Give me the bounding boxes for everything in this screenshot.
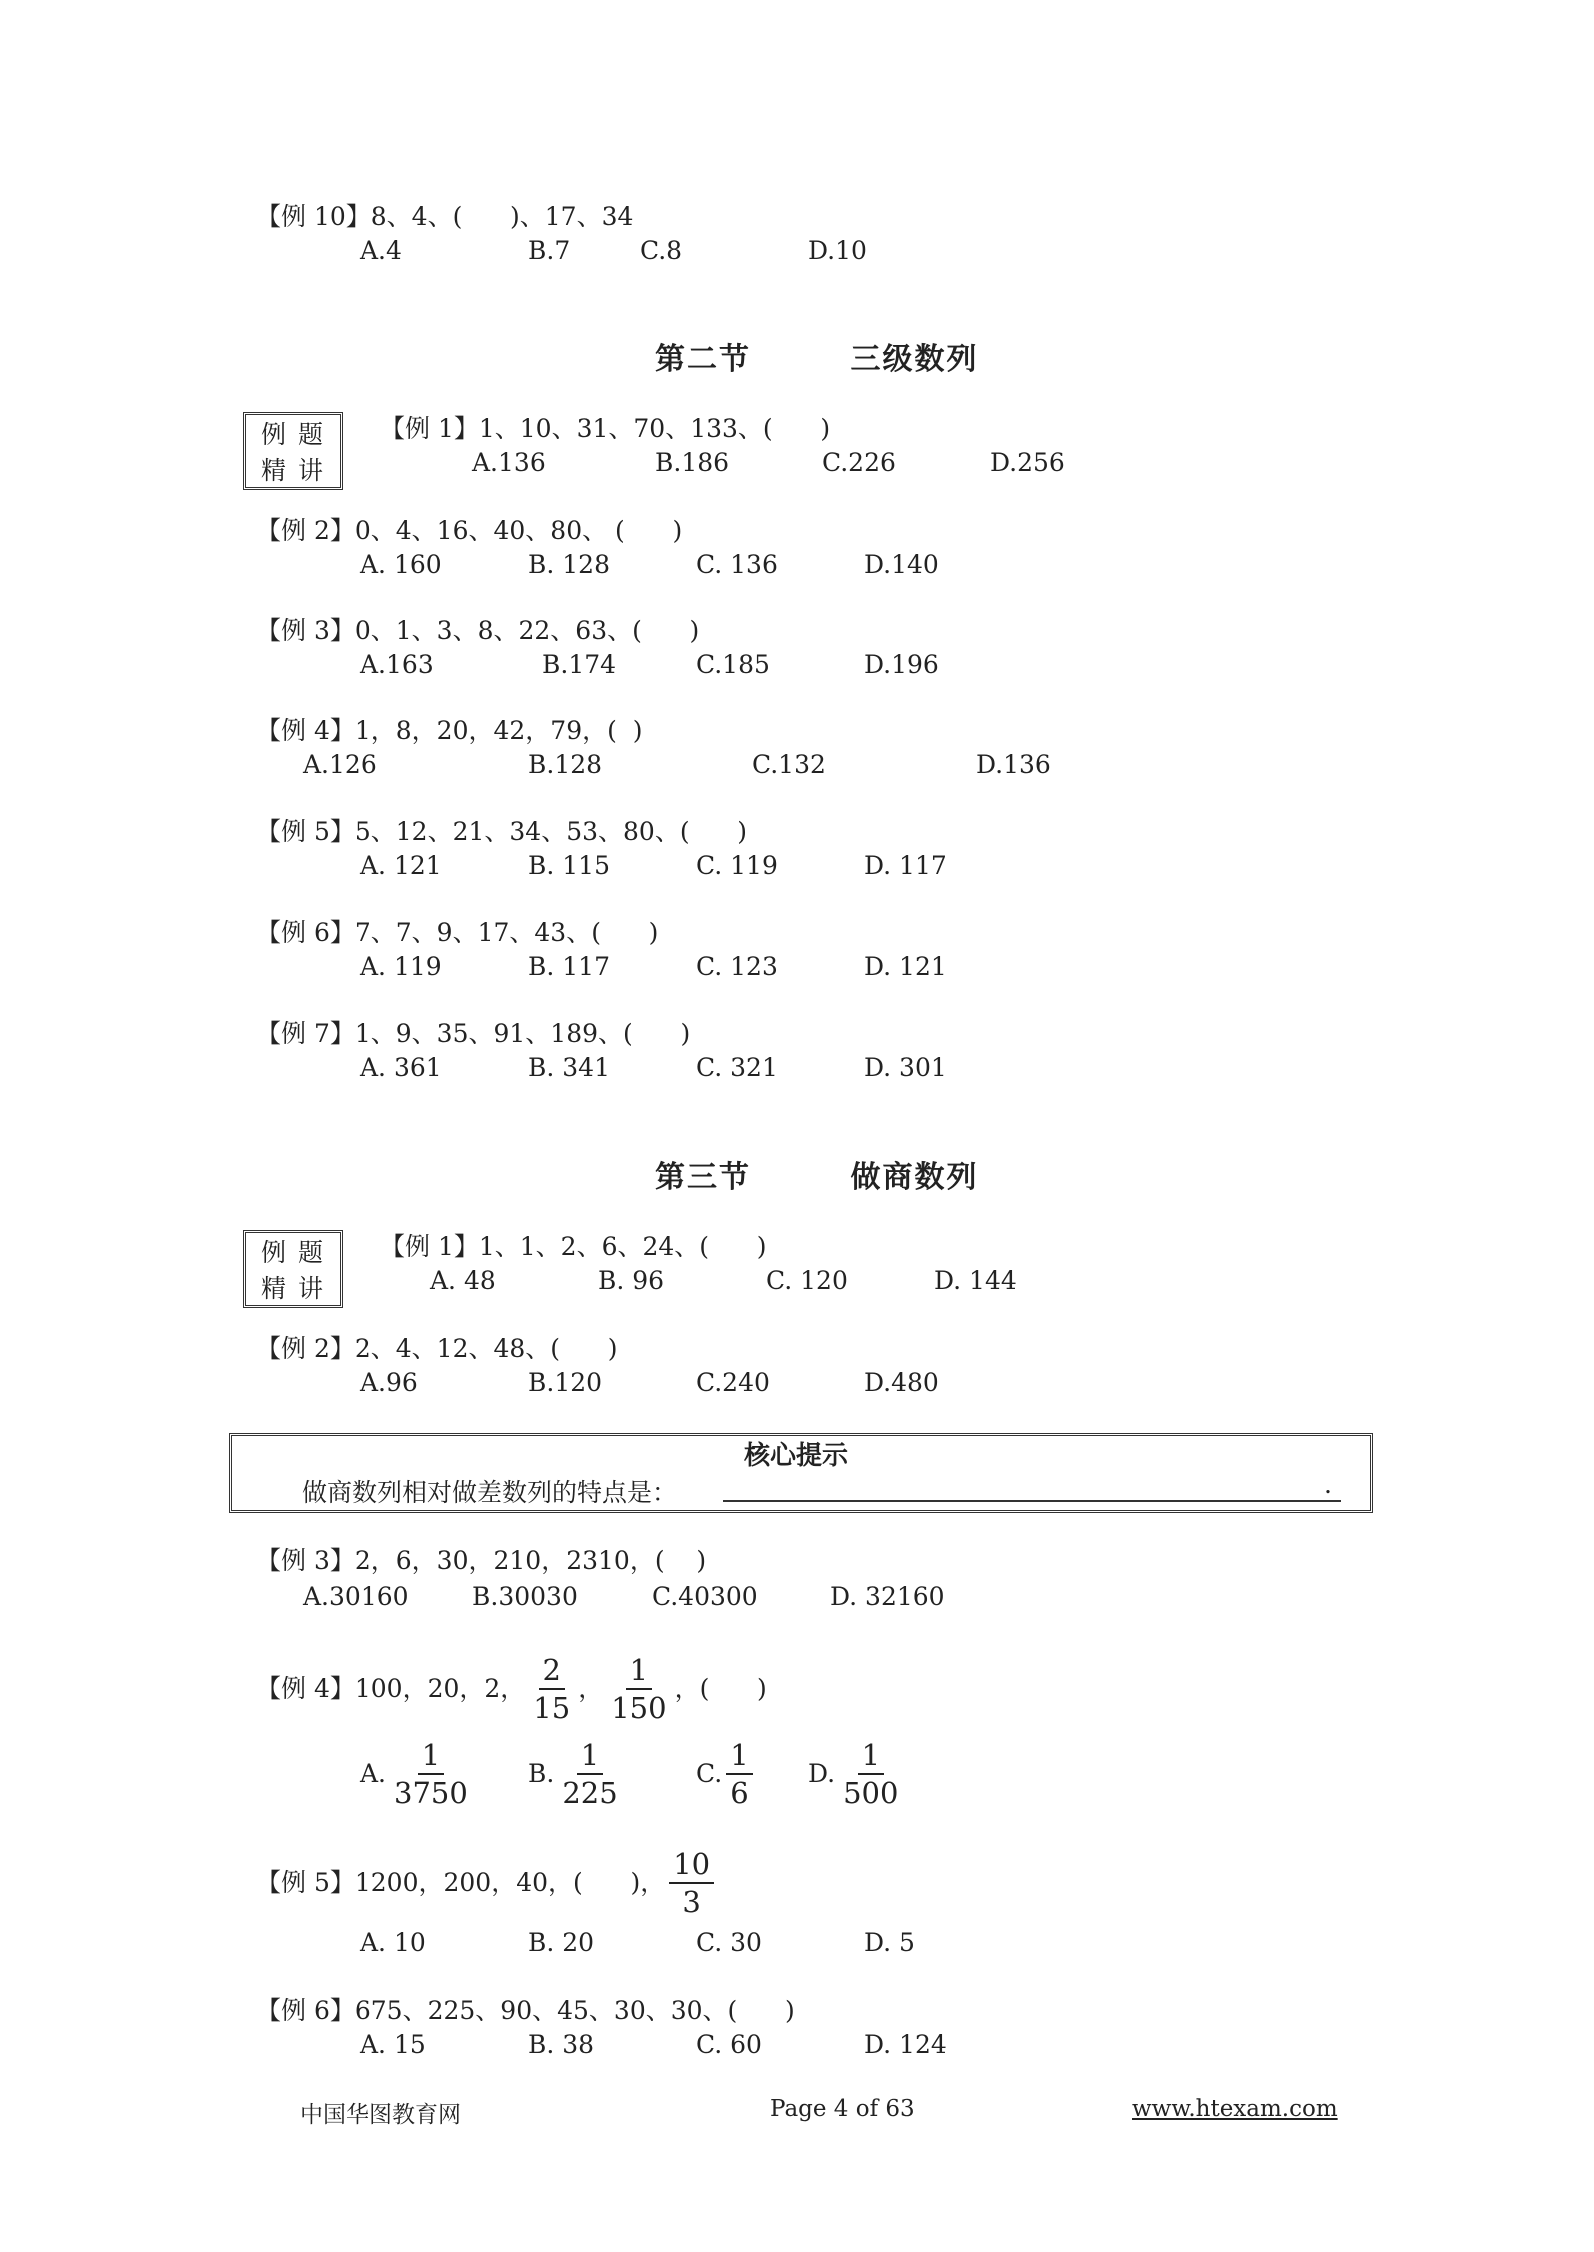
- option-d: D. 301: [864, 1053, 947, 1082]
- option-a: A.136: [472, 448, 546, 477]
- tag-line1: 例题: [260, 420, 335, 449]
- fraction: [839, 1737, 902, 1811]
- numerator: 10: [669, 1846, 714, 1884]
- option-d: D.196: [864, 650, 939, 679]
- option-c: [696, 1737, 757, 1811]
- question-s3-ex1: 【例 1】1、1、2、6、24、( ): [380, 1232, 767, 1261]
- option-a: A. 119: [360, 952, 442, 981]
- question-s2-ex1: 【例 1】1、10、31、70、133、( ): [380, 414, 831, 443]
- option-a: A.126: [303, 750, 377, 779]
- option-b: B. 20: [528, 1928, 595, 1957]
- fraction: [607, 1652, 670, 1726]
- option-b: B.128: [528, 750, 603, 779]
- option-b: B. 38: [528, 2030, 595, 2059]
- option-b: B. 117: [528, 952, 610, 981]
- question-ex6: 【例 6】675、225、90、45、30、30、( ): [256, 1996, 795, 2025]
- question-ex10: 【例 10】8、4、( )、17、34: [256, 202, 634, 231]
- option-label: B.: [528, 1759, 555, 1788]
- option-d: D.136: [976, 750, 1051, 779]
- section-title-2: 第二节 三级数列: [655, 342, 979, 377]
- denominator: 6: [730, 1776, 749, 1810]
- core-tip-end: .: [1324, 1470, 1332, 1499]
- option-b: B. 96: [598, 1266, 665, 1295]
- footer-website-link[interactable]: www.htexam.com: [1132, 2096, 1338, 2122]
- denominator: 3750: [394, 1776, 468, 1810]
- option-d: D.10: [808, 236, 867, 265]
- question-s2-ex2: 【例 2】0、4、16、40、80、 ( ): [256, 516, 683, 545]
- numerator: 1: [577, 1737, 603, 1775]
- option-a: A.163: [360, 650, 434, 679]
- option-a: A.4: [360, 236, 402, 265]
- option-d: D. 5: [864, 1928, 915, 1957]
- numerator: 1: [726, 1737, 752, 1775]
- example-tag: [243, 1230, 343, 1308]
- option-c: C.240: [696, 1368, 770, 1397]
- denominator: 225: [562, 1776, 618, 1810]
- option-label: D.: [808, 1759, 836, 1788]
- numerator: 1: [858, 1737, 884, 1775]
- option-c: C.40300: [652, 1582, 758, 1611]
- option-c: C. 321: [696, 1053, 778, 1082]
- tag-line2: 精讲: [260, 1274, 335, 1303]
- option-b: B. 115: [528, 851, 610, 880]
- option-d: D.256: [990, 448, 1065, 477]
- denominator: 150: [611, 1691, 667, 1725]
- option-label: C.: [696, 1759, 723, 1788]
- numerator: 1: [418, 1737, 444, 1775]
- ex5-prefix: 【例 5】1200，200，40，( )，: [256, 1868, 666, 1897]
- option-c: C. 136: [696, 550, 778, 579]
- fraction: [726, 1737, 752, 1811]
- option-d: D. 144: [934, 1266, 1017, 1295]
- section-title-3: 第三节 做商数列: [655, 1160, 979, 1195]
- numerator: 2: [539, 1652, 565, 1690]
- option-d: D.480: [864, 1368, 939, 1397]
- option-c: C.132: [752, 750, 826, 779]
- numerator: 1: [626, 1652, 652, 1690]
- question-s3-ex2: 【例 2】2、4、12、48、( ): [256, 1334, 618, 1363]
- denominator: 500: [843, 1776, 899, 1810]
- option-b: B.120: [528, 1368, 603, 1397]
- option-b: B. 128: [528, 550, 610, 579]
- footer-site-name: 中国华图教育网: [300, 2102, 461, 2128]
- ex4-prefix: 【例 4】100，20，2，: [256, 1674, 526, 1703]
- option-d: D. 32160: [830, 1582, 945, 1611]
- option-b: [528, 1737, 626, 1811]
- denominator: 3: [682, 1885, 701, 1919]
- option-a: A. 361: [360, 1053, 442, 1082]
- fraction: [390, 1737, 472, 1811]
- option-c: C.8: [640, 236, 683, 265]
- option-a: A. 121: [360, 851, 442, 880]
- question-ex5: [256, 1846, 718, 1920]
- separator: ，: [578, 1674, 604, 1703]
- example-tag: [243, 412, 343, 490]
- option-c: C. 119: [696, 851, 778, 880]
- footer-page-number: Page 4 of 63: [770, 2096, 915, 2122]
- fraction: [669, 1846, 714, 1920]
- option-a: A. 10: [360, 1928, 426, 1957]
- option-b: B.174: [542, 650, 617, 679]
- option-b: B.186: [655, 448, 730, 477]
- option-d: D.140: [864, 550, 939, 579]
- option-c: C. 30: [696, 1928, 762, 1957]
- option-d: D. 121: [864, 952, 947, 981]
- question-s2-ex6: 【例 6】7、7、9、17、43、( ): [256, 918, 659, 947]
- tag-line1: 例题: [260, 1238, 335, 1267]
- question-ex3: 【例 3】2，6，30，210，2310，( ): [256, 1546, 707, 1575]
- question-ex4: [256, 1652, 767, 1726]
- option-c: C. 60: [696, 2030, 762, 2059]
- option-d: D. 124: [864, 2030, 947, 2059]
- option-c: C.226: [822, 448, 896, 477]
- option-c: C. 123: [696, 952, 778, 981]
- option-a: [360, 1737, 476, 1811]
- answer-blank: [723, 1500, 1341, 1502]
- option-a: A. 15: [360, 2030, 426, 2059]
- option-a: A.96: [360, 1368, 418, 1397]
- question-s2-ex5: 【例 5】5、12、21、34、53、80、( ): [256, 817, 748, 846]
- option-label: A.: [360, 1759, 387, 1788]
- denominator: 15: [533, 1691, 571, 1725]
- tag-line2: 精讲: [260, 456, 335, 485]
- option-b: B.7: [528, 236, 571, 265]
- ex4-suffix: ，( ): [674, 1674, 767, 1703]
- option-b: B.30030: [472, 1582, 578, 1611]
- core-tip-title: 核心提示: [744, 1441, 849, 1471]
- option-a: A. 160: [360, 550, 442, 579]
- option-d: D. 117: [864, 851, 947, 880]
- option-d: [808, 1737, 906, 1811]
- question-s2-ex7: 【例 7】1、9、35、91、189、( ): [256, 1019, 691, 1048]
- option-b: B. 341: [528, 1053, 610, 1082]
- option-a: A. 48: [430, 1266, 496, 1295]
- question-s2-ex3: 【例 3】0、1、3、8、22、63、( ): [256, 616, 700, 645]
- fraction: [558, 1737, 621, 1811]
- option-a: A.30160: [303, 1582, 409, 1611]
- option-c: C. 120: [766, 1266, 848, 1295]
- option-c: C.185: [696, 650, 770, 679]
- core-tip-text: 做商数列相对做差数列的特点是：: [302, 1478, 678, 1507]
- fraction: [529, 1652, 574, 1726]
- question-s2-ex4: 【例 4】1，8，20，42，79，( ): [256, 716, 643, 745]
